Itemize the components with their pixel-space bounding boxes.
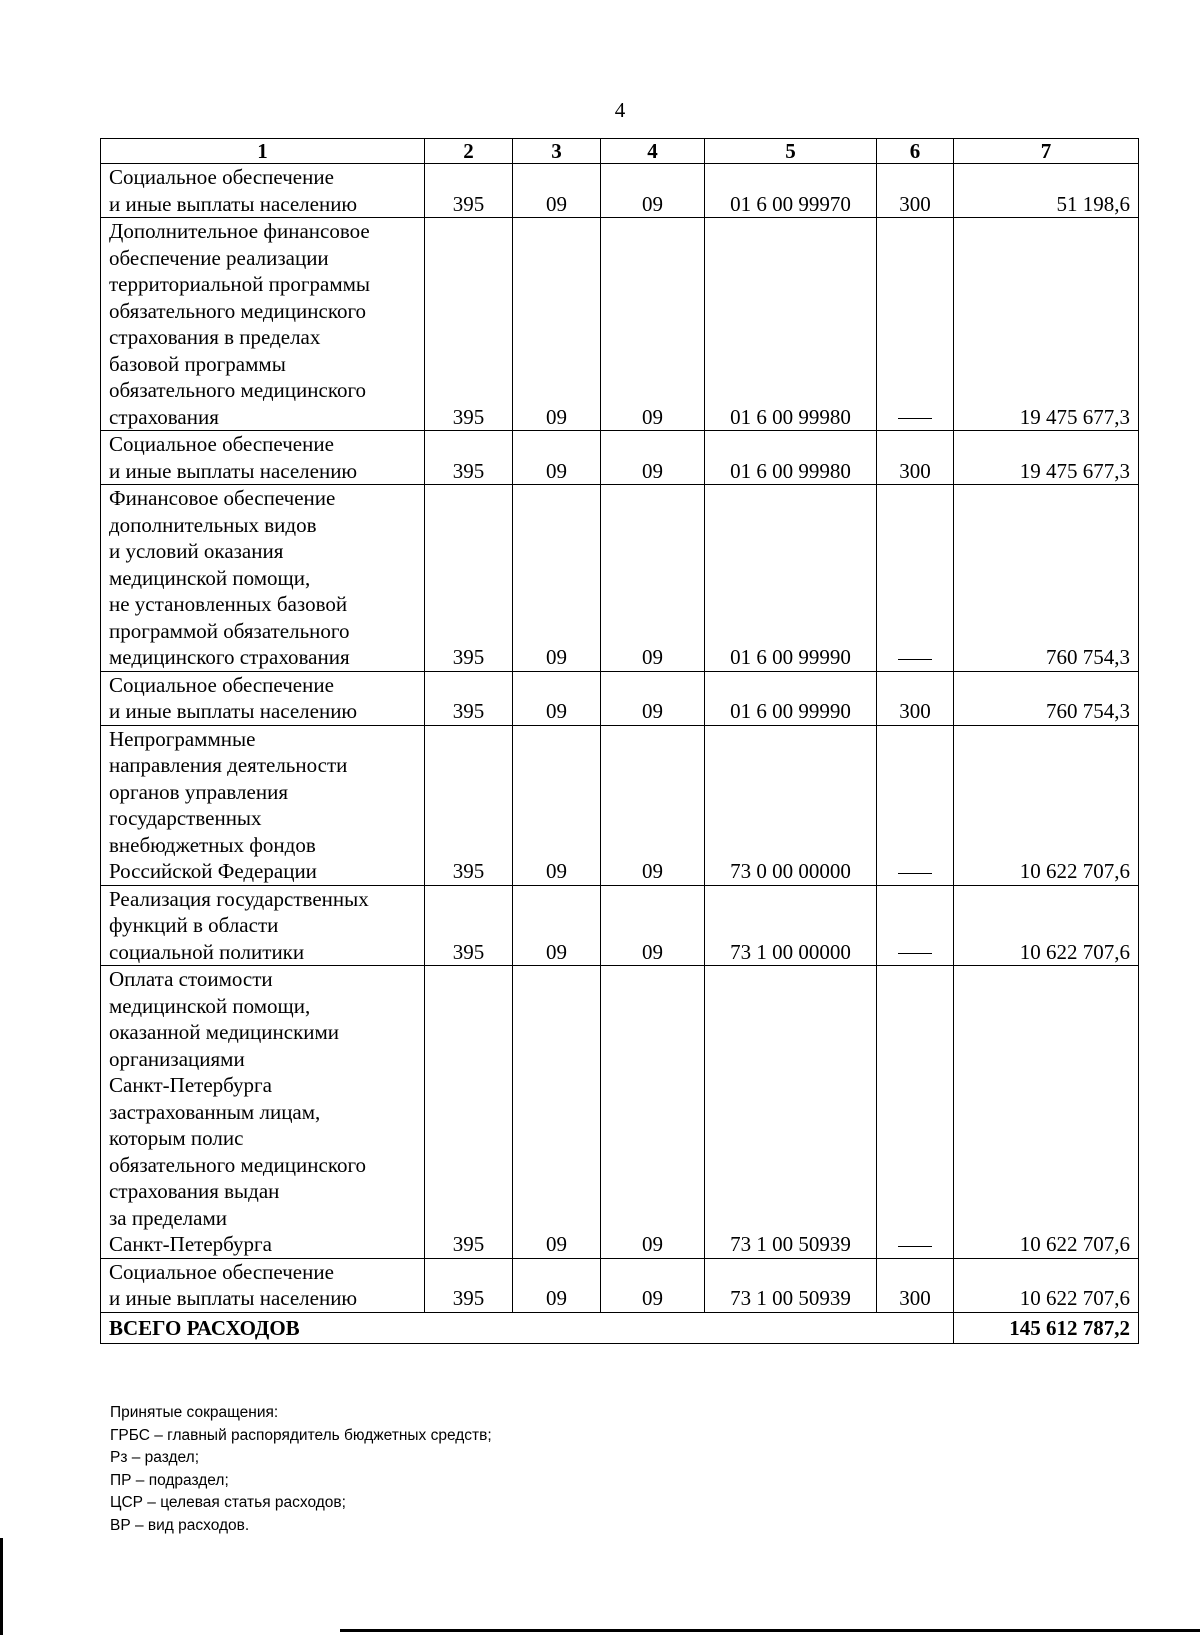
scan-edge-mark [0,1538,3,1635]
expense-type-code: 300 [877,1258,954,1312]
target-item-code: 01 6 00 99970 [705,164,877,218]
grbs-code: 395 [425,671,513,725]
target-item-code: 73 1 00 50939 [705,1258,877,1312]
section-code: 09 [513,725,601,885]
empty-dash [898,1246,932,1247]
subsection-code: 09 [601,885,705,966]
row-name: Социальное обеспечение и иные выплаты населению [101,431,425,485]
section-code: 09 [513,431,601,485]
expense-type-code [877,966,954,1259]
note-line: ВР – вид расходов. [110,1516,250,1534]
target-item-code: 01 6 00 99990 [705,485,877,672]
amount: 10 622 707,6 [954,725,1139,885]
amount: 51 198,6 [954,164,1139,218]
section-code: 09 [513,485,601,672]
section-code: 09 [513,164,601,218]
total-row [101,1312,1139,1343]
page-number: 4 [614,98,626,122]
subsection-code: 09 [601,1258,705,1312]
empty-dash [898,418,932,419]
header-cell: 6 [877,139,954,164]
row-name: Социальное обеспечение и иные выплаты населению [101,671,425,725]
scan-bottom-rule [340,1629,1200,1632]
expense-type-code [877,885,954,966]
expense-type-code: 300 [877,164,954,218]
subsection-code: 09 [601,485,705,672]
total-label: ВСЕГО РАСХОДОВ [101,1312,954,1343]
section-code: 09 [513,966,601,1259]
expense-type-code [877,485,954,672]
grbs-code: 395 [425,218,513,431]
table-row [101,966,1139,1259]
table-row [101,885,1139,966]
section-code: 09 [513,1258,601,1312]
amount: 19 475 677,3 [954,218,1139,431]
expense-type-code: 300 [877,431,954,485]
target-item-code: 73 0 00 00000 [705,725,877,885]
row-name: Финансовое обеспечение дополнительных видов и условий оказания медицинской помощи, не установленных базовой программой обязательного медицинского страхования [101,485,425,672]
subsection-code: 09 [601,671,705,725]
expense-type-code [877,725,954,885]
empty-dash [898,953,932,954]
empty-dash [898,659,932,660]
grbs-code: 395 [425,1258,513,1312]
amount: 10 622 707,6 [954,1258,1139,1312]
note-line: ПР – подраздел; [110,1471,229,1489]
total-value: 145 612 787,2 [954,1312,1139,1343]
grbs-code: 395 [425,725,513,885]
note-line: ГРБС – главный распорядитель бюджетных средств; [110,1426,492,1444]
expense-type-code: 300 [877,671,954,725]
row-name: Социальное обеспечение и иные выплаты населению [101,164,425,218]
table-row [101,671,1139,725]
row-name: Социальное обеспечение и иные выплаты населению [101,1258,425,1312]
table-row [101,431,1139,485]
amount: 10 622 707,6 [954,885,1139,966]
row-name: Непрограммные направления деятельности органов управления государственных внебюджетных фондов Российской Федерации [101,725,425,885]
note-line: ЦСР – целевая статья расходов; [110,1494,346,1511]
header-cell: 4 [601,139,705,164]
header-row [101,139,1139,164]
target-item-code: 01 6 00 99990 [705,671,877,725]
target-item-code: 73 1 00 00000 [705,885,877,966]
section-code: 09 [513,218,601,431]
row-name: Оплата стоимости медицинской помощи, оказанной медицинскими организациями Санкт-Петербурга застрахованным лицам, которым полис обязательного медицинского страхования выдан за пределами Санкт-Петербурга [101,966,425,1259]
subsection-code: 09 [601,725,705,885]
header-cell: 5 [705,139,877,164]
target-item-code: 01 6 00 99980 [705,431,877,485]
table-row [101,164,1139,218]
abbreviations-notes [110,1402,492,1537]
row-name: Реализация государственных функций в области социальной политики [101,885,425,966]
grbs-code: 395 [425,885,513,966]
section-code: 09 [513,885,601,966]
budget-table [100,138,1139,1344]
amount: 760 754,3 [954,671,1139,725]
note-line: Рз – раздел; [110,1449,200,1466]
header-cell: 2 [425,139,513,164]
subsection-code: 09 [601,966,705,1259]
table-row [101,1258,1139,1312]
subsection-code: 09 [601,164,705,218]
table-row [101,218,1139,431]
target-item-code: 73 1 00 50939 [705,966,877,1259]
subsection-code: 09 [601,431,705,485]
amount: 10 622 707,6 [954,966,1139,1259]
grbs-code: 395 [425,164,513,218]
section-code: 09 [513,671,601,725]
table-row [101,725,1139,885]
grbs-code: 395 [425,431,513,485]
header-cell: 7 [954,139,1139,164]
grbs-code: 395 [425,966,513,1259]
amount: 19 475 677,3 [954,431,1139,485]
empty-dash [898,873,932,874]
subsection-code: 09 [601,218,705,431]
table-row [101,485,1139,672]
target-item-code: 01 6 00 99980 [705,218,877,431]
header-cell: 1 [101,139,425,164]
row-name: Дополнительное финансовое обеспечение реализации территориальной программы обязательного медицинского страхования в пределах базовой программы обязательного медицинского страхования [101,218,425,431]
amount: 760 754,3 [954,485,1139,672]
header-cell: 3 [513,139,601,164]
expense-type-code [877,218,954,431]
grbs-code: 395 [425,485,513,672]
notes-heading: Принятые сокращения: [110,1404,279,1421]
